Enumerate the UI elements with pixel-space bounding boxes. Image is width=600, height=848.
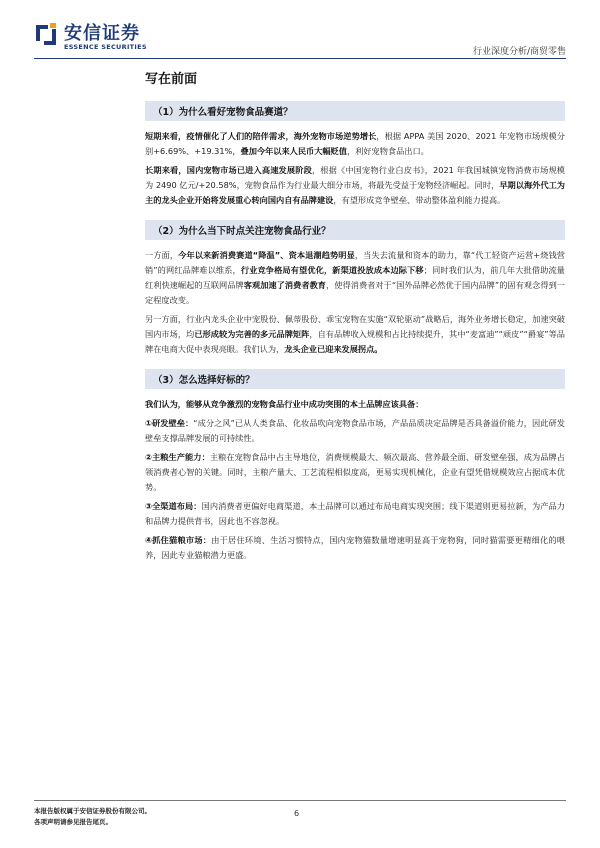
body-paragraph xyxy=(145,499,565,529)
body-paragraph xyxy=(145,129,565,159)
footer-line-copyright: 本报告版权属于安信证券股份有限公司。 xyxy=(34,807,151,815)
section-heading: （1）为什么看好宠物食品赛道？ xyxy=(145,101,565,121)
sections-container xyxy=(145,101,565,563)
body-paragraph xyxy=(145,450,565,495)
essence-logo-icon xyxy=(34,21,58,49)
main-content xyxy=(145,68,565,567)
emphasized-text: 已形成较为完善的多元品牌矩阵 xyxy=(194,329,310,339)
body-text: ，有望形成竞争壁垒、带动整体盈利能力提高。 xyxy=(333,195,506,205)
emphasized-text: ③全渠道布局： xyxy=(145,501,202,511)
body-text: ，使得消费者对于“国外品牌必然优于国内品牌”的固有观念得到一定程度改变。 xyxy=(145,280,565,305)
header-divider xyxy=(34,58,566,59)
footer-divider xyxy=(34,800,566,801)
body-text: 国内消费者更偏好电商渠道，本土品牌可以通过布局电商实现突围；线下渠道则更易拉新，为产品力和品牌力提供背书，因此也不容忽视。 xyxy=(145,501,565,526)
footer-disclaimer xyxy=(34,806,151,828)
brand-name-cn: 安信证券 xyxy=(64,23,140,44)
section-spacer xyxy=(145,212,565,220)
emphasized-text: ①研发壁垒： xyxy=(145,418,194,428)
body-paragraph xyxy=(145,312,565,357)
body-paragraph xyxy=(145,416,565,446)
emphasized-text: 长期来看，国内宠物市场已进入高速发展阶段 xyxy=(145,165,312,175)
body-text: 一方面， xyxy=(145,250,179,260)
section-heading: （3）怎么选择好标的？ xyxy=(145,369,565,389)
brand-logo xyxy=(34,18,164,54)
section-spacer xyxy=(145,361,565,369)
body-text: ；同时我们认为，前几年大批借助流量红利快速崛起的互联网品牌 xyxy=(145,265,565,290)
body-text: ，根据 APPA 美国 2020、2021 年宠物市场规模分别+6.69%、+19.31%， xyxy=(145,131,565,156)
body-text: ，自有品牌收入规模和占比持续提升，其中“麦富迪”“顽皮”“爵宴”等品牌在电商大促中表现亮眼。我们认为， xyxy=(145,329,565,354)
body-text: ，当失去流量和资本的助力，靠“代工轻资产运营+烧钱营销”的网红品牌难以维系， xyxy=(145,250,565,275)
emphasized-text: 行业竞争格局有望优化，新渠道投放成本边际下移 xyxy=(240,265,424,275)
emphasized-text: ②主粮生产能力： xyxy=(145,452,210,462)
body-text: “成分之风”已从人类食品、化妆品吹向宠物食品市场，产品品质决定品牌是否具备溢价能力，因此研发壁垒支撑品牌发展的可持续性。 xyxy=(145,418,565,443)
report-category: 行业深度分析/商贸零售 xyxy=(472,47,566,57)
body-text: ，利好宠物食品出口。 xyxy=(346,146,429,156)
body-paragraph xyxy=(145,163,565,208)
page-title: 写在前面 xyxy=(145,72,198,87)
emphasized-text: 我们认为，能够从竞争激烈的宠物食品行业中成功突围的本土品牌应该具备： xyxy=(145,399,424,409)
emphasized-text: 客观加速了消费者教育 xyxy=(243,280,327,290)
body-paragraph xyxy=(145,533,565,563)
emphasized-text: 龙头企业已迎来发展拐点。 xyxy=(284,344,383,354)
body-text: 主粮在宠物食品中占主导地位，消费规模最大、频次最高、营养最全面、研发壁垒强，成为品牌占领消费者心智的关键。同时，主粮产量大、工艺流程相似度高，更易实现机械化，企业有望凭借规模效应占据成本优势。 xyxy=(145,452,565,492)
emphasized-text: 今年以来新消费赛道“降温”、资本退潮趋势明显 xyxy=(178,250,355,260)
body-paragraph xyxy=(145,397,565,412)
body-paragraph xyxy=(145,248,565,308)
emphasized-text: 早期以海外代工为主的龙头企业开始将发展重心转向国内自有品牌建设 xyxy=(145,180,565,205)
section-heading: （2）为什么当下时点关注宠物食品行业？ xyxy=(145,220,565,240)
body-text: 由于居住环境、生活习惯特点，国内宠物猫数量增速明显高于宠物狗，同时猫需要更精细化的喂养，因此专业猫粮潜力更盛。 xyxy=(145,535,565,560)
brand-name-en: ESSENCE SECURITIES xyxy=(64,43,147,51)
emphasized-text: ④抓住猫粮市场： xyxy=(145,535,212,545)
emphasized-text: 短期来看，疫情催化了人们的陪伴需求，海外宠物市场逆势增长 xyxy=(145,131,377,141)
footer-line-statement: 各项声明请参见报告尾页。 xyxy=(34,818,112,826)
emphasized-text: 叠加今年以来人民币大幅贬值 xyxy=(240,146,347,156)
page-number: 6 xyxy=(294,809,300,818)
body-text: 另一方面，行业内龙头企业中宠股份、佩蒂股份、乖宝宠物在实施“双轮驱动”战略后，海外业务增长稳定，加速突破国内市场，均 xyxy=(145,314,565,339)
body-text: ，根据《中国宠物行业白皮书》，2021 年我国城镇宠物消费市场规模为 2490 亿元/+20.58%，宠物食品作为行业最大细分市场，将最先受益于宠物经济崛起。同时， xyxy=(145,165,565,190)
